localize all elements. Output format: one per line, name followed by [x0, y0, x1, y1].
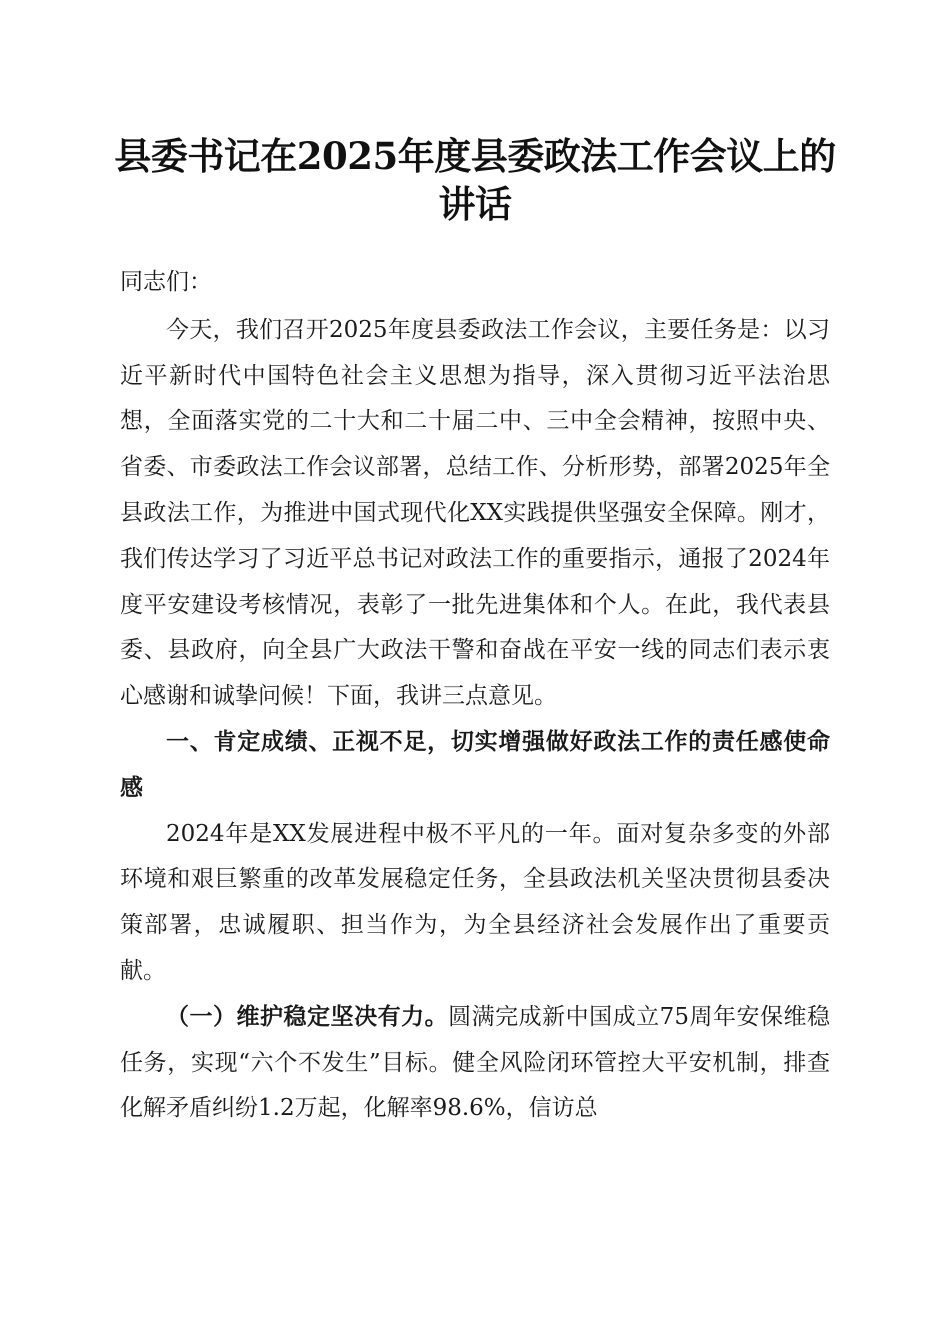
paragraph-intro: 今天，我们召开2025年度县委政法工作会议，主要任务是：以习近平新时代中国特色社会主义思想为指导，深入贯彻习近平法治思想，全面落实党的二十大和二十届二中、三中全会精神，按照中央、省委、市委政法工作会议部署，总结工作、分析形势，部署2025年全县政法工作，为推进中国式现代化XX实践提供坚强安全保障。刚才，我们传达学习了习近平总书记对政法工作的重要指示，通报了2024年度平安建设考核情况，表彰了一批先进集体和个人。在此，我代表县委、县政府，向全县广大政法干警和奋战在平安一线的同志们表示衷心感谢和诚挚问候！下面，我讲三点意见。 [120, 316, 830, 710]
title-line-2: 讲话 [438, 182, 512, 226]
document-title [110, 132, 840, 228]
subheading-stability: （一）维护稳定坚决有力。 [166, 1003, 449, 1030]
salutation: 同志们： [120, 269, 212, 295]
paragraph-stability-text: 圆满完成新中国成立75周年安保维稳任务，实现“六个不发生”目标。健全风险闭环管控大平安机制，排查化解矛盾纠纷1.2万起，化解率98.6%，信访总 [120, 1003, 830, 1122]
document-body [120, 260, 830, 1132]
title-line-1: 县委书记在2025年度县委政法工作会议上的 [114, 134, 836, 178]
paragraph-overview: 2024年是XX发展进程中极不平凡的一年。面对复杂多变的外部环境和艰巨繁重的改革发展稳定任务，全县政法机关坚决贯彻县委决策部署，忠诚履职、担当作为，为全县经济社会发展作出了重要贡献。 [120, 820, 830, 984]
section-heading-1: 一、肯定成绩、正视不足，切实增强做好政法工作的责任感使命感 [120, 728, 830, 801]
paragraph-stability [120, 995, 830, 1132]
